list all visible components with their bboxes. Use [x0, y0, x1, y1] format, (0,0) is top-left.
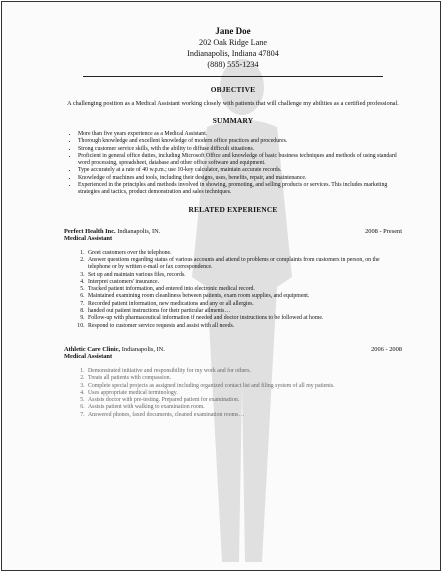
duty-item: 7. Answered phones, faxed documents, cleaned examination rooms… — [86, 412, 402, 419]
duty-item: 8. handed out patient instructions for their particular ailments… — [86, 308, 402, 315]
objective-text: A challenging position as a Medical Assistant working closely with patients that will challenge my abilities as a certified professional. — [67, 100, 399, 107]
job-header — [64, 346, 402, 353]
duty-item: 4. Interpret customers' insurance. — [86, 279, 402, 286]
employer-name: Athletic Care Clinic, — [64, 345, 121, 353]
duty-item: 6. Assists patient with walking to examination room. — [86, 404, 402, 411]
employer-location: Indianapolis, IN. — [121, 345, 165, 353]
duty-item: 10. Respond to customer service requests and assist with all needs. — [86, 323, 402, 330]
summary-item: • Strong customer service skills, with the ability to diffuse difficult situations. — [78, 146, 402, 153]
resume-page — [1, 1, 441, 571]
header-divider — [83, 76, 383, 77]
summary-item: • More than five years experience as a Medical Assistant. — [78, 131, 402, 138]
duty-item: 1. Greet customers over the telephone. — [86, 250, 402, 257]
street-address: 202 Oak Ridge Lane — [199, 38, 267, 47]
summary-item: • Proficient in general office duties, including Microsoft Office and knowledge of basic business techniques and methods of using standard word processing, spreadsheet, database and other office software and equipment. — [78, 153, 402, 168]
job-dates: 2006 - 2008 — [371, 345, 402, 353]
summary-item: • Knowledge of machines and tools, including their designs, uses, benefits, repair, and maintenance. — [78, 175, 402, 182]
duty-item: 6. Maintained examining room cleanliness between patients, exam room supplies, and equipment. — [86, 293, 402, 300]
job-title: Medical Assistant — [64, 234, 113, 242]
applicant-name: Jane Doe — [215, 26, 251, 36]
duty-item: 3. Set up and maintain various files, records. — [86, 272, 402, 279]
duty-item: 9. Follow-up with pharmaceutical information if needed and doctor instructions to be followed at home. — [86, 315, 402, 322]
duty-item: 4. Uses appropriate medical terminology. — [86, 390, 402, 397]
duty-item: 1. Demonstrated initiative and responsibility for my work and for others. — [86, 368, 402, 375]
summary-heading: SUMMARY — [212, 116, 254, 125]
job-title: Medical Assistant — [64, 352, 113, 360]
employer-location: Indianapolis, IN. — [117, 227, 161, 235]
summary-list — [64, 131, 402, 197]
duty-item: 7. Recorded patient information, new medications and any or all allergies. — [86, 301, 402, 308]
contact-header — [64, 26, 402, 70]
city-state-zip: Indianapolis, Indiana 47804 — [187, 49, 279, 58]
duty-item: 2. Answer questions regarding status of various accounts and attend to problems or complaints from customers in person, on the telephone or by written e-mail or fax correspondence. — [86, 257, 402, 272]
objective-heading: OBJECTIVE — [210, 85, 256, 94]
summary-item: • Experienced in the principles and methods involved in showing, promoting, and selling products or services. This includes marketing strategies and tactics, product demonstration and sales techniques. — [78, 182, 402, 197]
duty-item: 5. Tracked patient information, and entered into electronic medical record. — [86, 286, 402, 293]
phone-number: (888) 555-1234 — [207, 60, 259, 69]
duty-item: 3. Complete special projects as assigned including organized contact list and filing system of all my patients. — [86, 383, 402, 390]
summary-item: • Thorough knowledge and excellent knowledge of modern office practices and procedures. — [78, 138, 402, 145]
duty-item: 5. Assists doctor with pre-testing. Prepared patient for examination. — [86, 397, 402, 404]
duty-item: 2. Treats all patients with compassion. — [86, 375, 402, 382]
experience-heading: RELATED EXPERIENCE — [188, 204, 278, 214]
job-dates: 2008 - Present — [365, 227, 402, 235]
summary-item: • Type accurately at a rate of 40 w.p.m.; use 10-key calculator, maintain accurate records. — [78, 167, 402, 174]
duty-list — [64, 368, 402, 419]
duty-list — [64, 250, 402, 330]
employer-name: Perfect Health Inc. — [64, 227, 116, 235]
job-header — [64, 228, 402, 235]
